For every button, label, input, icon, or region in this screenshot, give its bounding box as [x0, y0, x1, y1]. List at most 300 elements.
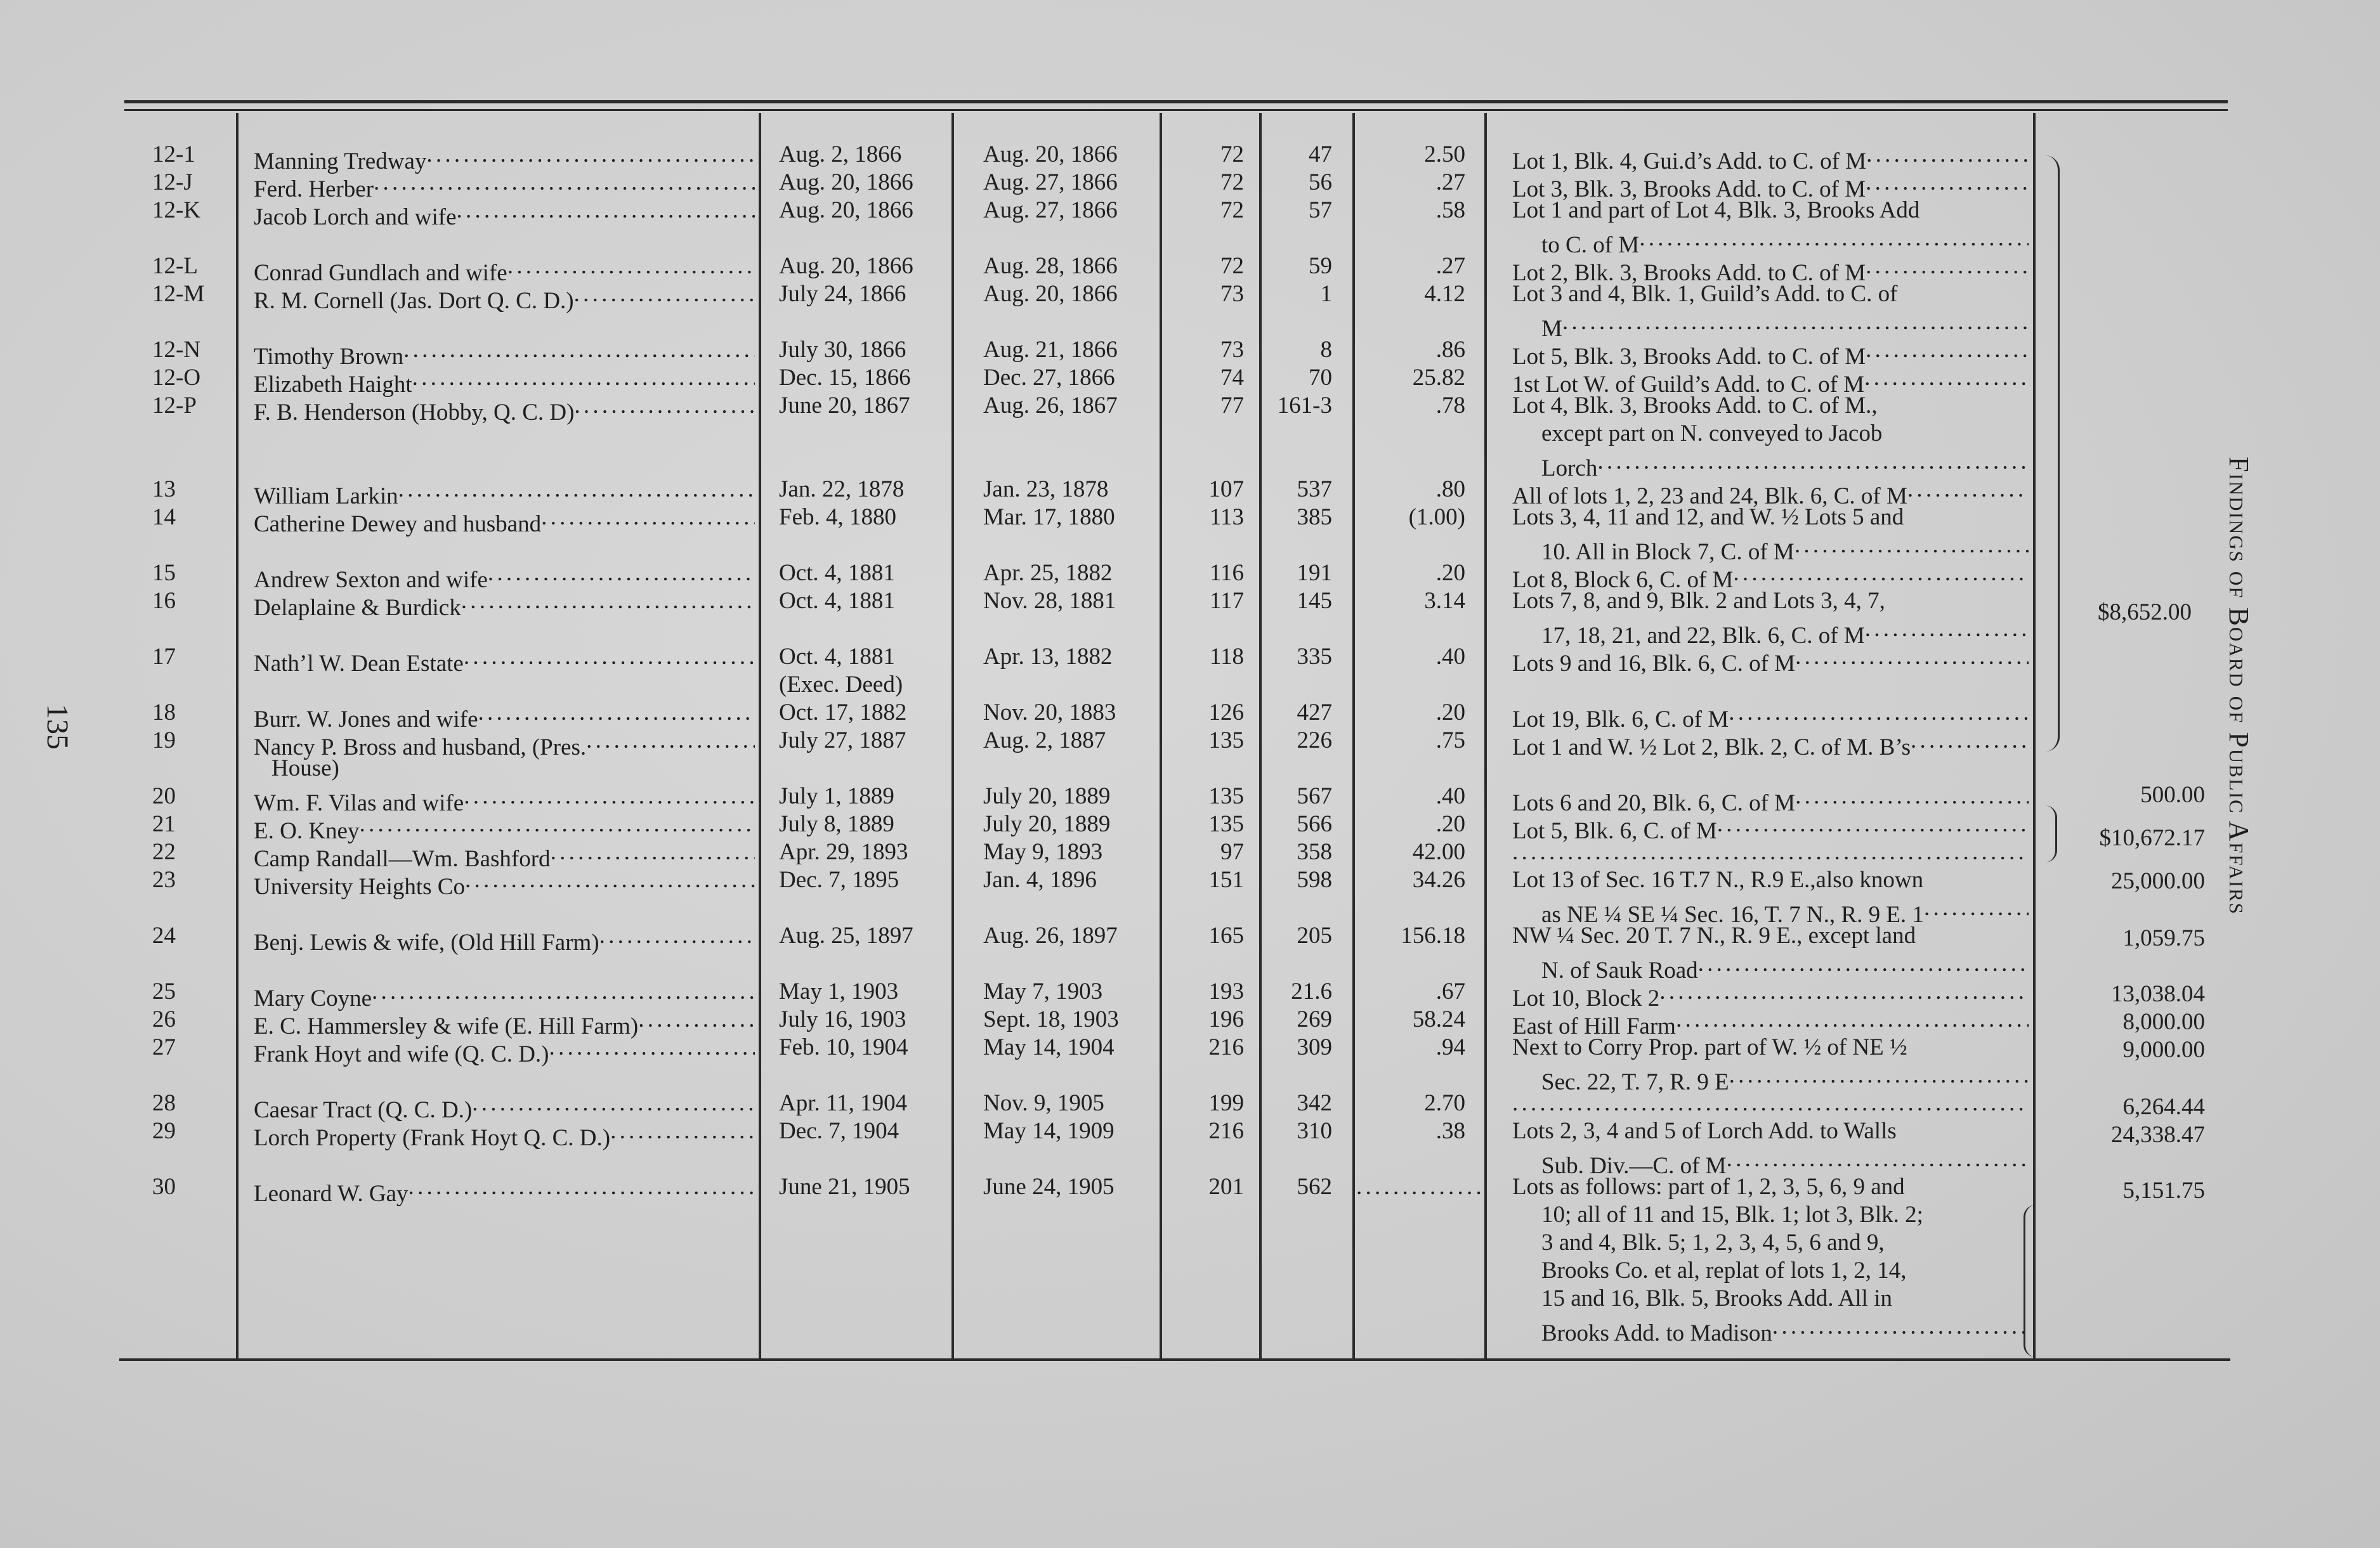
leader-dots — [1772, 1313, 2029, 1341]
leader-dots — [541, 504, 755, 531]
amount-item: 13,038.04 — [2111, 981, 2205, 1007]
page-number-cell: 566 — [1297, 811, 1332, 837]
acreage: .38 — [1435, 1118, 1465, 1144]
recorded-date: Aug. 26, 1867 — [983, 393, 1118, 419]
row-number: 29 — [152, 1118, 176, 1144]
acreage: .80 — [1435, 476, 1465, 502]
recorded-date: Sept. 18, 1903 — [983, 1006, 1119, 1032]
acreage: .86 — [1435, 337, 1465, 363]
leader-dots — [1639, 224, 2029, 252]
leader-dots — [1512, 838, 2029, 866]
description-line-text: N. of Sauk Road — [1541, 958, 1698, 984]
leader-dots — [551, 838, 755, 866]
acreage: 58.24 — [1412, 1006, 1465, 1032]
recorded-date: June 24, 1905 — [983, 1174, 1115, 1200]
amount-item: 5,151.75 — [2122, 1178, 2205, 1204]
page-number-cell: 309 — [1297, 1034, 1332, 1060]
deed-date: Oct. 17, 1882 — [779, 699, 907, 725]
grantor-name-text: E. O. Kney — [254, 818, 360, 844]
leader-dots — [507, 252, 755, 280]
page-number-cell: 47 — [1309, 141, 1332, 167]
grantor-name-text: Conrad Gundlach and wife — [254, 260, 507, 286]
grantor-name-text: Ferd. Herber — [254, 176, 374, 202]
row-number: 23 — [152, 867, 176, 893]
recorded-date: Jan. 23, 1878 — [983, 476, 1109, 502]
grantor-name-text: Mary Coyne — [254, 985, 372, 1011]
leader-dots — [1562, 308, 2029, 336]
deed-date: July 16, 1903 — [779, 1006, 906, 1032]
amount-item: $8,652.00 — [2098, 599, 2192, 625]
book-number: 116 — [1209, 560, 1244, 586]
page-number-cell: 567 — [1297, 783, 1332, 809]
leader-dots — [1659, 978, 2029, 1006]
acreage-leader — [1356, 1173, 1481, 1208]
leader-dots — [464, 783, 755, 810]
page-number-cell: 56 — [1309, 169, 1332, 195]
grantor-name-text: Wm. F. Vilas and wife — [254, 790, 464, 816]
leader-dots — [412, 364, 755, 392]
col-line-3 — [951, 113, 954, 1358]
page-number-cell: 269 — [1297, 1006, 1332, 1032]
leader-dots — [359, 810, 755, 838]
leader-dots — [1795, 783, 2029, 810]
page-number-cell: 8 — [1320, 337, 1332, 363]
row-number: 12-L — [152, 253, 198, 279]
grantor-name — [254, 504, 755, 538]
deed-date: Dec. 15, 1866 — [779, 365, 911, 391]
leader-dots — [1866, 141, 2029, 169]
page-number-cell: 598 — [1297, 867, 1332, 893]
description-line-text: Lot 8, Block 6, C. of M — [1512, 567, 1734, 593]
leader-dots — [1866, 252, 2029, 280]
amount-item: 500.00 — [2140, 782, 2205, 808]
acreage: .67 — [1435, 979, 1465, 1005]
description-line: 15 and 16, Blk. 5, Brooks Add. All in — [1541, 1285, 1892, 1311]
page-number-cell: 205 — [1297, 923, 1332, 949]
leader-dots — [478, 699, 755, 727]
deed-date: Aug. 25, 1897 — [779, 923, 913, 949]
page-number-cell: 59 — [1309, 253, 1332, 279]
deed-note: (Exec. Deed) — [779, 672, 903, 698]
leader-dots — [1865, 615, 2029, 643]
acreage: .27 — [1435, 169, 1465, 195]
book-number: 151 — [1208, 867, 1244, 893]
col-line-7 — [1484, 113, 1487, 1358]
description-line-text: 10. All in Block 7, C. of M — [1541, 539, 1795, 565]
col-line-5 — [1259, 113, 1262, 1358]
grantor-name-text: Lorch Property (Frank Hoyt Q. C. D.) — [254, 1125, 611, 1151]
book-number: 77 — [1220, 393, 1244, 419]
leader-dots — [574, 392, 755, 420]
leader-dots — [457, 197, 755, 224]
grantor-name — [254, 197, 755, 231]
row-number: 20 — [152, 783, 176, 809]
grantor-name — [254, 1034, 755, 1069]
recorded-date: May 14, 1909 — [983, 1118, 1115, 1144]
page-number-cell: 537 — [1297, 476, 1332, 502]
book-number: 73 — [1220, 337, 1244, 363]
row-number: 30 — [152, 1174, 176, 1200]
leader-dots — [1512, 1089, 2029, 1117]
row-number: 24 — [152, 923, 176, 949]
recorded-date: May 14, 1904 — [983, 1034, 1115, 1060]
leader-dots — [1864, 364, 2029, 392]
grantor-name-text: Manning Tredway — [254, 148, 427, 174]
row-number: 14 — [152, 504, 176, 530]
leader-dots — [1729, 699, 2029, 727]
description-line-text: M — [1541, 316, 1562, 342]
recorded-date: Mar. 17, 1880 — [983, 504, 1115, 530]
page-number-cell: 226 — [1297, 727, 1332, 753]
grantor-name — [254, 392, 755, 427]
recorded-date: Dec. 27, 1866 — [983, 365, 1115, 391]
deed-date: Oct. 4, 1881 — [779, 644, 895, 670]
row-number: 21 — [152, 811, 176, 837]
deed-date: July 27, 1887 — [779, 727, 906, 753]
description-line: Lot 4, Blk. 3, Brooks Add. to C. of M., — [1512, 393, 1878, 419]
book-number: 193 — [1208, 979, 1244, 1005]
description-line-text: Sub. Div.—C. of M — [1541, 1153, 1727, 1179]
page-number-cell: 358 — [1297, 839, 1332, 865]
col-line-2 — [759, 113, 761, 1358]
row-number: 13 — [152, 476, 176, 502]
page-number-cell: 191 — [1297, 560, 1332, 586]
leader-dots — [1733, 559, 2029, 587]
book-number: 165 — [1208, 923, 1244, 949]
book-number: 107 — [1208, 476, 1244, 502]
amount-item: 25,000.00 — [2111, 868, 2205, 894]
recorded-date: Nov. 9, 1905 — [983, 1090, 1104, 1116]
book-number: 72 — [1220, 253, 1244, 279]
leader-dots — [1924, 894, 2029, 922]
leader-dots — [403, 336, 755, 364]
col-line-8 — [2033, 113, 2036, 1358]
leader-dots — [1866, 169, 2029, 197]
deed-date: Aug. 20, 1866 — [779, 253, 913, 279]
row-number: 17 — [152, 644, 176, 670]
leader-dots — [465, 866, 755, 894]
row-number: 15 — [152, 560, 176, 586]
grantor-name-text: Caesar Tract (Q. C. D.) — [254, 1097, 473, 1123]
description-line: Lots 2, 3, 4 and 5 of Lorch Add. to Walls — [1512, 1118, 1897, 1144]
book-number: 201 — [1208, 1174, 1244, 1200]
page-number-cell: 385 — [1297, 504, 1332, 530]
deed-date: July 24, 1866 — [779, 281, 906, 307]
description-line — [1512, 643, 2029, 678]
recorded-date: Apr. 25, 1882 — [983, 560, 1113, 586]
book-number: 216 — [1208, 1118, 1244, 1144]
row-number: 12-1 — [152, 141, 195, 167]
row-number: 12-J — [152, 169, 193, 195]
leader-dots — [1907, 476, 2029, 504]
page-number: 135 — [41, 704, 74, 750]
deed-date: Oct. 4, 1881 — [779, 588, 895, 614]
leader-dots — [638, 1006, 755, 1034]
book-number: 113 — [1209, 504, 1244, 530]
leader-dots — [461, 587, 755, 615]
leader-dots — [409, 1173, 755, 1201]
row-number: 12-N — [152, 337, 201, 363]
row-number: 26 — [152, 1006, 176, 1032]
row-number: 12-M — [152, 281, 205, 307]
grantor-name-text: Jacob Lorch and wife — [254, 204, 457, 230]
description-line-text: Lorch — [1541, 455, 1598, 481]
brace-right-1 — [2045, 155, 2060, 751]
leader-dots — [464, 643, 755, 671]
recorded-date: Aug. 21, 1866 — [983, 337, 1118, 363]
description-line-text: Lots 6 and 20, Blk. 6, C. of M — [1512, 790, 1796, 816]
description-line: Lots 7, 8, and 9, Blk. 2 and Lots 3, 4, 7, — [1512, 588, 1885, 614]
description-line: Next to Corry Prop. part of W. ½ of NE ½ — [1512, 1034, 1907, 1060]
grantor-name-text: Burr. W. Jones and wife — [254, 706, 478, 732]
amount-item: $10,672.17 — [2099, 825, 2205, 851]
row-number: 27 — [152, 1034, 176, 1060]
grantor-name — [254, 866, 755, 901]
grantor-name-text: Camp Randall—Wm. Bashford — [254, 846, 551, 872]
row-number: 19 — [152, 727, 176, 753]
description-line: 10; all of 11 and 15, Blk. 1; lot 3, Blk. 2; — [1541, 1202, 1923, 1228]
acreage: .40 — [1435, 783, 1465, 809]
leader-dots — [426, 141, 755, 169]
grantor-name — [254, 1117, 755, 1152]
row-number: 12-K — [152, 197, 201, 223]
description-line-text: Lot 1, Blk. 4, Gui.d’s Add. to C. of M — [1512, 148, 1867, 174]
description-line — [1512, 727, 2029, 762]
book-number: 196 — [1208, 1006, 1244, 1032]
page-number-cell: 1 — [1320, 281, 1332, 307]
acreage: 2.50 — [1424, 141, 1465, 167]
leader-dots — [372, 978, 755, 1006]
deed-date: Feb. 4, 1880 — [779, 504, 896, 530]
leader-dots — [1698, 950, 2029, 978]
top-rule-thick — [124, 100, 2228, 103]
grantor-name-text: University Heights Co — [254, 874, 465, 900]
description-line: Lots as follows: part of 1, 2, 3, 5, 6, 9 and — [1512, 1174, 1905, 1200]
recorded-date: Aug. 28, 1866 — [983, 253, 1118, 279]
description-line: 3 and 4, Blk. 5; 1, 2, 3, 4, 5, 6 and 9, — [1541, 1230, 1885, 1256]
book-number: 126 — [1208, 699, 1244, 725]
leader-dots — [488, 559, 755, 587]
side-title: Findings of Board of Public Affairs — [2223, 457, 2254, 915]
row-number: 28 — [152, 1090, 176, 1116]
deed-date: Aug. 20, 1866 — [779, 169, 913, 195]
acreage: 156.18 — [1401, 923, 1465, 949]
deed-date: Dec. 7, 1904 — [779, 1118, 899, 1144]
grantor-name-text: E. C. Hammersley & wife (E. Hill Farm) — [254, 1013, 639, 1039]
deed-date: Feb. 10, 1904 — [779, 1034, 908, 1060]
grantor-name — [254, 922, 755, 957]
description-line-text: Lot 5, Blk. 6, C. of M — [1512, 818, 1717, 844]
amount-item: 24,338.47 — [2111, 1122, 2205, 1148]
grantor-name-text: Andrew Sexton and wife — [254, 567, 488, 593]
book-number: 72 — [1220, 169, 1244, 195]
grantor-name — [254, 280, 755, 315]
recorded-date: July 20, 1889 — [983, 811, 1111, 837]
acreage: .94 — [1435, 1034, 1465, 1060]
leader-dots — [1911, 727, 2029, 755]
grantor-name — [254, 643, 755, 678]
deed-date: July 1, 1889 — [779, 783, 894, 809]
deed-date: May 1, 1903 — [779, 979, 899, 1005]
grantor-name-text: William Larkin — [254, 483, 398, 509]
amount-item: 8,000.00 — [2122, 1009, 2205, 1035]
leader-dots — [1729, 1062, 2029, 1089]
book-number: 135 — [1208, 727, 1244, 753]
description-line — [1541, 1313, 2029, 1348]
description-line-text: to C. of M — [1541, 232, 1640, 258]
col-line-4 — [1160, 113, 1162, 1358]
page-number-cell: 21.6 — [1291, 979, 1332, 1005]
col-line-6 — [1352, 113, 1355, 1358]
row-number: 12-O — [152, 365, 201, 391]
grantor-name — [254, 1173, 755, 1208]
deed-date: Aug. 2, 1866 — [779, 141, 902, 167]
grantor-name-text: F. B. Henderson (Hobby, Q. C. D) — [254, 400, 575, 426]
row-number: 18 — [152, 699, 176, 725]
page-number-cell: 145 — [1297, 588, 1332, 614]
deed-date: July 30, 1866 — [779, 337, 906, 363]
grantor-name-text: Frank Hoyt and wife (Q. C. D.) — [254, 1041, 549, 1067]
grantor-name-text: Nath’l W. Dean Estate — [254, 651, 464, 677]
acreage: .58 — [1435, 197, 1465, 223]
book-number: 135 — [1208, 783, 1244, 809]
recorded-date: Nov. 20, 1883 — [983, 699, 1116, 725]
book-number: 216 — [1208, 1034, 1244, 1060]
acreage: .40 — [1435, 644, 1465, 670]
acreage: 42.00 — [1412, 839, 1465, 865]
acreage: .75 — [1435, 727, 1465, 753]
description-line-text: Lot 5, Blk. 3, Brooks Add. to C. of M — [1512, 344, 1866, 370]
deed-date: Oct. 4, 1881 — [779, 560, 895, 586]
description-line: Lots 3, 4, 11 and 12, and W. ½ Lots 5 and — [1512, 504, 1904, 530]
description-line: NW ¼ Sec. 20 T. 7 N., R. 9 E., except land — [1512, 923, 1916, 949]
acreage: 25.82 — [1412, 365, 1465, 391]
leader-dots — [574, 280, 755, 308]
amount-item: 1,059.75 — [2122, 925, 2205, 951]
recorded-date: Aug. 27, 1866 — [983, 197, 1118, 223]
leader-dots — [1866, 336, 2029, 364]
book-number: 73 — [1220, 281, 1244, 307]
deed-date: Apr. 11, 1904 — [779, 1090, 908, 1116]
description-line-text: Lot 10, Block 2 — [1512, 985, 1660, 1011]
acreage: (1.00) — [1408, 504, 1465, 530]
recorded-date: May 9, 1893 — [983, 839, 1103, 865]
book-number: 135 — [1208, 811, 1244, 837]
row-number: 16 — [152, 588, 176, 614]
description-line-text: Lot 3, Blk. 3, Brooks Add. to C. of M — [1512, 176, 1866, 202]
page-number-cell: 562 — [1297, 1174, 1332, 1200]
acreage: .20 — [1435, 811, 1465, 837]
description-line-text: Lot 2, Blk. 3, Brooks Add. to C. of M — [1512, 260, 1866, 286]
deed-date: Jan. 22, 1878 — [779, 476, 905, 502]
leader-dots — [1795, 531, 2029, 559]
acreage: 2.70 — [1424, 1090, 1465, 1116]
page-number-cell: 335 — [1297, 644, 1332, 670]
description-line-text: East of Hill Farm — [1512, 1013, 1676, 1039]
recorded-date: Nov. 28, 1881 — [983, 588, 1116, 614]
leader-dots — [549, 1034, 755, 1062]
leader-dots — [586, 727, 755, 755]
leader-dots — [374, 169, 755, 197]
book-number: 199 — [1208, 1090, 1244, 1116]
recorded-date: May 7, 1903 — [983, 979, 1103, 1005]
description-line-text: 1st Lot W. of Guild’s Add. to C. of M — [1512, 372, 1865, 398]
deed-date: July 8, 1889 — [779, 811, 894, 837]
description-line: Lot 1 and part of Lot 4, Blk. 3, Brooks Add — [1512, 197, 1920, 223]
page-number-cell: 70 — [1309, 365, 1332, 391]
description-line-text: All of lots 1, 2, 23 and 24, Blk. 6, C. of M — [1512, 483, 1907, 509]
leader-dots — [599, 922, 755, 950]
description-line-text: Lot 1 and W. ½ Lot 2, Blk. 2, C. of M. B’s — [1512, 734, 1911, 760]
deed-date: June 21, 1905 — [779, 1174, 910, 1200]
leader-dots — [1597, 448, 2029, 476]
description-line-text: as NE ¼ SE ¼ Sec. 16, T. 7 N., R. 9 E. 1 — [1541, 902, 1924, 928]
leader-dots — [1676, 1006, 2029, 1034]
grantor-name-text: Nancy P. Bross and husband, (Pres. — [254, 734, 587, 760]
leader-dots — [1717, 810, 2029, 838]
recorded-date: Aug. 26, 1897 — [983, 923, 1118, 949]
grantor-name-text: Timothy Brown — [254, 344, 404, 370]
deed-date: June 20, 1867 — [779, 393, 910, 419]
deed-date: Dec. 7, 1895 — [779, 867, 899, 893]
acreage: 3.14 — [1424, 588, 1465, 614]
page-number-cell: 310 — [1297, 1118, 1332, 1144]
book-number: 97 — [1220, 839, 1244, 865]
acreage: 4.12 — [1424, 281, 1465, 307]
book-number: 117 — [1209, 588, 1244, 614]
recorded-date: Aug. 27, 1866 — [983, 169, 1118, 195]
description-line: Brooks Co. et al, replat of lots 1, 2, 14, — [1541, 1258, 1907, 1284]
grantor-name-text: Catherine Dewey and husband — [254, 511, 542, 537]
recorded-date: Aug. 20, 1866 — [983, 281, 1118, 307]
bottom-rule — [119, 1358, 2230, 1361]
recorded-date: Aug. 20, 1866 — [983, 141, 1118, 167]
grantor-name — [254, 587, 755, 622]
book-number: 118 — [1209, 644, 1244, 670]
grantor-name-text: Delaplaine & Burdick — [254, 595, 461, 621]
page-number-cell: 427 — [1297, 699, 1332, 725]
leader-dots — [398, 476, 755, 504]
grantor-name-text: R. M. Cornell (Jas. Dort Q. C. D.) — [254, 288, 574, 314]
amount-item: 9,000.00 — [2122, 1037, 2205, 1063]
description-line: except part on N. conveyed to Jacob — [1541, 420, 1883, 446]
recorded-date: Apr. 13, 1882 — [983, 644, 1113, 670]
row-number: 25 — [152, 979, 176, 1005]
grantor-name-text: Benj. Lewis & wife, (Old Hill Farm) — [254, 930, 599, 956]
row-number: 22 — [152, 839, 176, 865]
acreage: .20 — [1435, 560, 1465, 586]
description-line-text: Lots 9 and 16, Blk. 6, C. of M — [1512, 651, 1796, 677]
amount-item: 6,264.44 — [2122, 1094, 2205, 1120]
acreage: .27 — [1435, 253, 1465, 279]
leader-dots — [1795, 643, 2029, 671]
description-line-text: Lot 19, Blk. 6, C. of M — [1512, 706, 1729, 732]
recorded-date: Aug. 2, 1887 — [983, 727, 1106, 753]
grantor-name-cont: House) — [271, 755, 339, 781]
leader-dots — [610, 1117, 755, 1145]
leader-dots — [1727, 1145, 2029, 1173]
deed-date: Aug. 20, 1866 — [779, 197, 913, 223]
top-rule-thin — [124, 109, 2228, 111]
acreage: .78 — [1435, 393, 1465, 419]
grantor-name-text: Leonard W. Gay — [254, 1181, 409, 1207]
col-line-1 — [236, 113, 239, 1358]
page-number-cell: 342 — [1297, 1090, 1332, 1116]
acreage: .20 — [1435, 699, 1465, 725]
recorded-date: Jan. 4, 1896 — [983, 867, 1097, 893]
recorded-date: July 20, 1889 — [983, 783, 1111, 809]
acreage: 34.26 — [1412, 867, 1465, 893]
